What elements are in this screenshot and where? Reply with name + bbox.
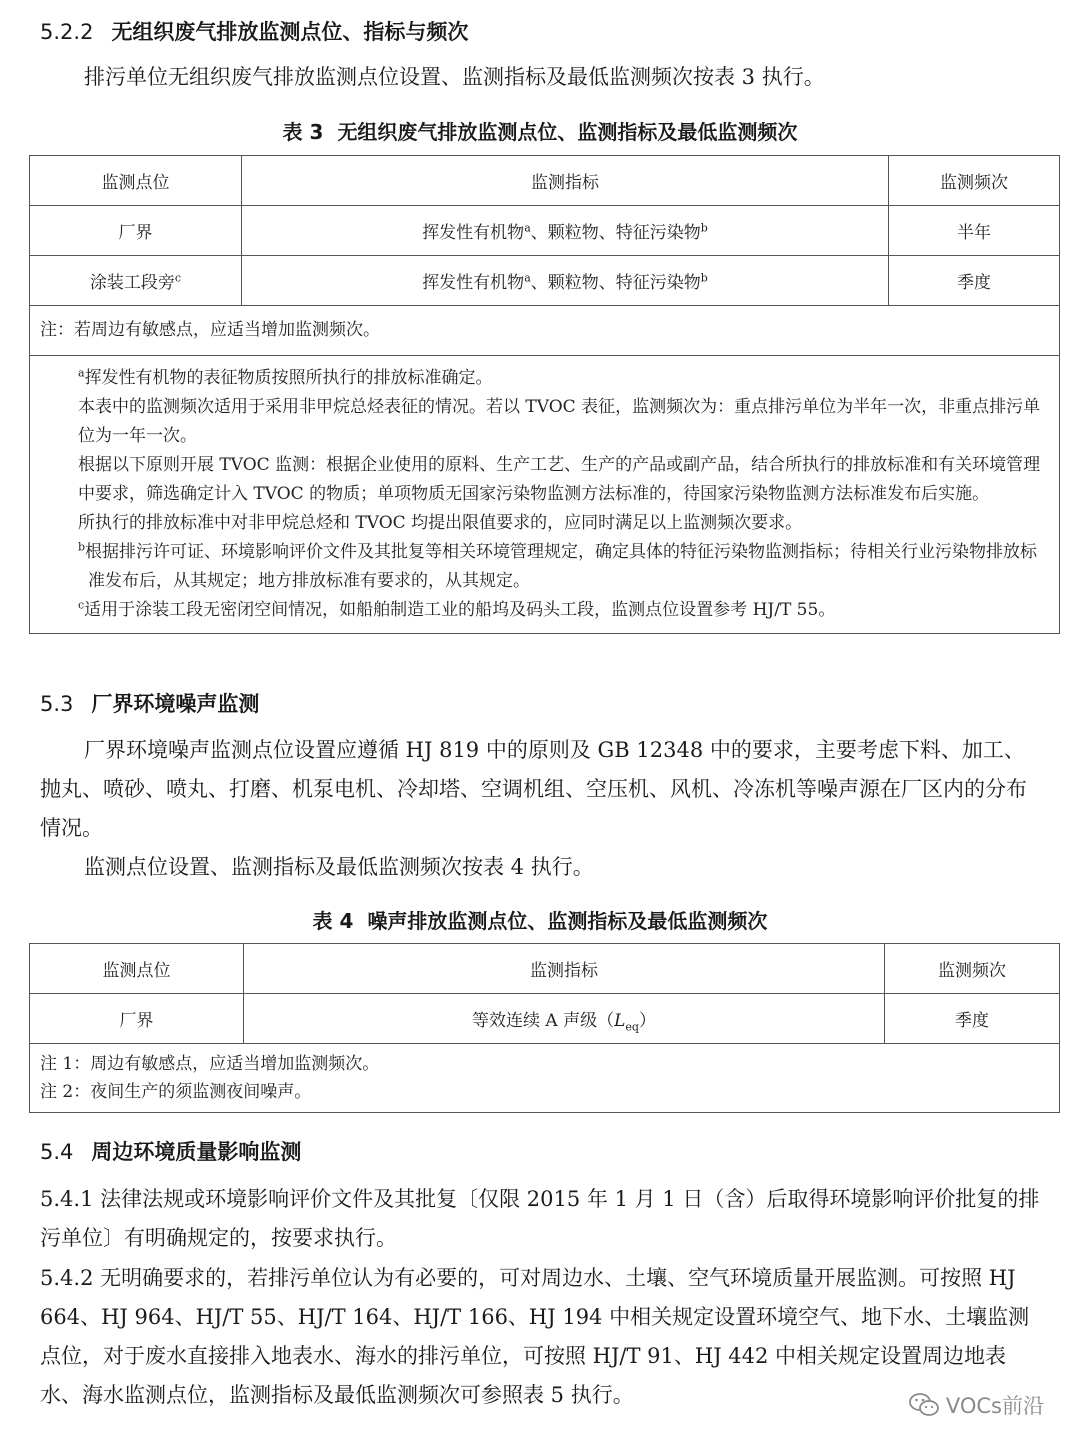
cell-location: 厂界 [30,994,244,1044]
cell-indicator: 挥发性有机物$^a$、颗粒物、特征污染物$^b$ [242,256,889,306]
table-footnote-row [30,356,1060,634]
table-footnotes [30,356,1060,634]
table-notes [30,1044,1060,1113]
paragraph-5-4-1: 5.4.1 法律法规或环境影响评价文件及其批复〔仅限 2015 年 1 月 1 日（含）后取得环境影响评价批复的排污单位〕有明确规定的，按要求执行。 [40,1187,1040,1250]
table3-caption [0,116,1080,145]
caption-number: 表 4 [312,909,354,933]
cell-frequency: 季度 [885,994,1060,1044]
section-title: 厂界环境噪声监测 [91,692,260,716]
paragraph-5-3-1: 厂界环境噪声监测点位设置应遵循 HJ 819 中的原则及 GB 12348 中的要求，主要考虑下料、加工、抛丸、喷砂、喷丸、打磨、机泵电机、冷却塔、空调机组、空压机、风机、冷冻机等噪声源在厂区内的分布情况。 [40,738,1027,840]
cell-location: 厂界 [30,206,242,256]
table4-caption [0,905,1080,934]
section-heading-5-2-2 [40,16,468,46]
caption-title: 无组织废气排放监测点位、监测指标及最低监测频次 [337,120,798,144]
table-header-row [30,944,1060,994]
wechat-icon [908,1392,940,1418]
table-row [30,256,1060,306]
note-2: 注 2：夜间生产的须监测夜间噪声。 [40,1082,312,1102]
section-number: 5.3 [40,692,74,716]
table4 [29,943,1060,1113]
footnote-b: $^b$根据排污许可证、环境影响评价文件及其批复等相关环境管理规定，确定具体的特征污染物监测指标；待相关行业污染物排放标准发布后，从其规定；地方排放标准有要求的，从其规定。 [78,540,1038,591]
footnote-a-line4: 所执行的排放标准中对非甲烷总烃和 TVOC 均提出限值要求的，应同时满足以上监测频次要求。 [78,513,803,533]
section-number: 5.4 [40,1140,74,1164]
cell-indicator: 挥发性有机物$^a$、颗粒物、特征污染物$^b$ [242,206,889,256]
caption-number: 表 3 [282,120,324,144]
section-title: 周边环境质量影响监测 [91,1140,302,1164]
header-indicator: 监测指标 [242,156,889,206]
section-number: 5.2.2 [40,20,94,44]
table-row [30,994,1060,1044]
table3 [29,155,1060,634]
cell-indicator: 等效连续 A 声级$(L_{eq})$ [244,994,885,1044]
paragraph-5-2-2: 排污单位无组织废气排放监测点位设置、监测指标及最低监测频次按表 3 执行。 [84,65,825,89]
header-indicator: 监测指标 [244,944,885,994]
paragraph-5-4-2: 5.4.2 无明确要求的，若排污单位认为有必要的，可对周边水、土壤、空气环境质量开展监测。可按照 HJ 664、HJ 964、HJ/T 55、HJ/T 164、HJ/T 166、HJ 194 中相关规定设置环境空气、地下水、土壤监测点位，对于废水直接排入地表水、海水的排污单位，可按照 HJ/T 91、HJ 442 中相关规定设置周边地表水、海水监测点位，监测指标及最低监测频次可参照表 5 执行。 [40,1266,1030,1407]
paragraph-5-3-2: 监测点位设置、监测指标及最低监测频次按表 4 执行。 [84,855,594,879]
caption-title: 噪声排放监测点位、监测指标及最低监测频次 [367,909,768,933]
header-location: 监测点位 [30,156,242,206]
section-title: 无组织废气排放监测点位、指标与频次 [111,20,469,44]
header-frequency: 监测频次 [885,944,1060,994]
table-header-row [30,156,1060,206]
cell-frequency: 季度 [889,256,1060,306]
section-heading-5-3 [40,688,259,718]
watermark [908,1390,1044,1420]
header-location: 监测点位 [30,944,244,994]
footnote-a-line1: $^a$挥发性有机物的表征物质按照所执行的排放标准确定。 [78,366,493,388]
section-heading-5-4 [40,1136,301,1166]
cell-location: 涂装工段旁$^c$ [30,256,242,306]
header-frequency: 监测频次 [889,156,1060,206]
cell-frequency: 半年 [889,206,1060,256]
footnote-a-line2: 本表中的监测频次适用于采用非甲烷总烃表征的情况。若以 TVOC 表征，监测频次为：重点排污单位为半年一次，非重点排污单位为一年一次。 [78,397,1041,446]
table-note-row [30,306,1060,356]
table-note: 注：若周边有敏感点，应适当增加监测频次。 [30,306,1060,356]
footnote-a-line3: 根据以下原则开展 TVOC 监测：根据企业使用的原料、生产工艺、生产的产品或副产品，结合所执行的排放标准和有关环境管理中要求，筛选确定计入 TVOC 的物质；单项物质无国家污染物监测方法标准的，待国家污染物监测方法标准发布后实施。 [78,455,1041,504]
footnote-c: $^c$适用于涂装工段无密闭空间情况，如船舶制造工业的船坞及码头工段，监测点位设置参考 HJ/T 55。 [78,598,836,620]
watermark-text: VOCs前沿 [945,1394,1044,1418]
note-1: 注 1：周边有敏感点，应适当增加监测频次。 [40,1054,380,1074]
table-note-row [30,1044,1060,1113]
table-row [30,206,1060,256]
